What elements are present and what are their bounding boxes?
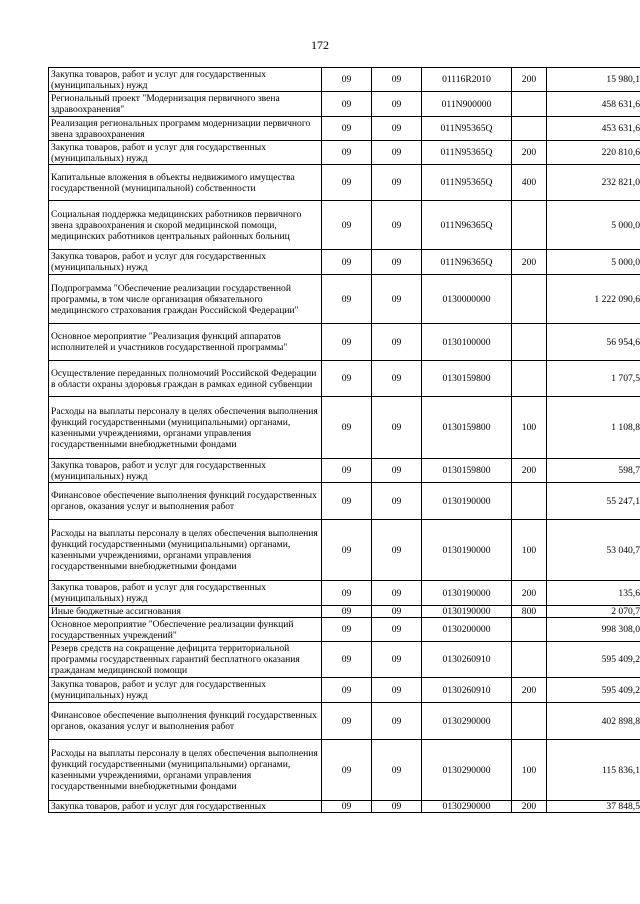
row-subsection: 09: [372, 361, 422, 397]
row-expense-type: 100: [512, 520, 547, 581]
table-row: [49, 324, 640, 361]
row-subsection: 09: [372, 275, 422, 324]
page-number: 172: [311, 38, 329, 52]
row-subsection: 09: [372, 141, 422, 165]
row-name: Осуществление переданных полномочий Российской Федерации в области охраны здоровья граждан в рамках единой субвенции: [49, 361, 322, 397]
row-expense-type: [512, 92, 547, 117]
row-target-article: 011N95365Q: [422, 165, 512, 201]
row-name: Закупка товаров, работ и услуг для государственных (муниципальных) нужд: [49, 141, 322, 165]
row-section: 09: [322, 275, 372, 324]
row-amount: 598,7: [547, 459, 640, 483]
row-amount: 1 108,8: [547, 397, 640, 459]
row-target-article: 0130260910: [422, 678, 512, 703]
row-expense-type: [512, 201, 547, 250]
row-amount: 453 631,6: [547, 117, 640, 141]
table-row: [49, 397, 640, 459]
table-row: [49, 92, 640, 117]
row-section: 09: [322, 483, 372, 520]
row-expense-type: 800: [512, 606, 547, 618]
row-subsection: 09: [372, 483, 422, 520]
row-name: Резерв средств на сокращение дефицита территориальной программы государственных гарантий бесплатного оказания гражданам медицинской помощи: [49, 642, 322, 678]
row-expense-type: [512, 618, 547, 642]
row-section: 09: [322, 618, 372, 642]
row-expense-type: 400: [512, 165, 547, 201]
row-expense-type: 200: [512, 581, 547, 606]
row-expense-type: [512, 361, 547, 397]
row-section: 09: [322, 68, 372, 92]
row-amount: 135,6: [547, 581, 640, 606]
row-target-article: 0130100000: [422, 324, 512, 361]
row-expense-type: 100: [512, 740, 547, 801]
row-name: Закупка товаров, работ и услуг для государственных (муниципальных) нужд: [49, 459, 322, 483]
row-target-article: 0130260910: [422, 642, 512, 678]
table-row: [49, 483, 640, 520]
row-name: Расходы на выплаты персоналу в целях обеспечения выполнения функций государственными (муниципальными) органами, казенными учреждениями, органами управления государственными внебюджетными фондами: [49, 520, 322, 581]
row-subsection: 09: [372, 703, 422, 740]
row-amount: 220 810,6: [547, 141, 640, 165]
row-name: Расходы на выплаты персоналу в целях обеспечения выполнения функций государственными (муниципальными) органами, казенными учреждениями, органами управления государственными внебюджетными фондами: [49, 740, 322, 801]
table-row: [49, 201, 640, 250]
row-target-article: 0130290000: [422, 801, 512, 813]
row-target-article: 011N96365Q: [422, 201, 512, 250]
row-target-article: 011N900000: [422, 92, 512, 117]
row-section: 09: [322, 678, 372, 703]
row-subsection: 09: [372, 581, 422, 606]
table-row: [49, 740, 640, 801]
row-name: Иные бюджетные ассигнования: [49, 606, 322, 618]
row-expense-type: 200: [512, 250, 547, 275]
row-amount: 232 821,0: [547, 165, 640, 201]
row-section: 09: [322, 397, 372, 459]
row-name: Закупка товаров, работ и услуг для государственных (муниципальных) нужд: [49, 68, 322, 92]
row-expense-type: 100: [512, 397, 547, 459]
row-subsection: 09: [372, 165, 422, 201]
row-amount: 37 848,5: [547, 801, 640, 813]
table-row: [49, 117, 640, 141]
row-target-article: 011N95365Q: [422, 141, 512, 165]
table-row: [49, 68, 640, 92]
row-expense-type: 200: [512, 801, 547, 813]
row-amount: 402 898,8: [547, 703, 640, 740]
table-row: [49, 581, 640, 606]
row-name: Реализация региональных программ модернизации первичного звена здравоохранения: [49, 117, 322, 141]
row-subsection: 09: [372, 92, 422, 117]
row-amount: 595 409,2: [547, 678, 640, 703]
row-name: Закупка товаров, работ и услуг для государственных (муниципальных) нужд: [49, 250, 322, 275]
row-name: Закупка товаров, работ и услуг для государственных: [49, 801, 322, 813]
table-row: [49, 165, 640, 201]
row-expense-type: [512, 703, 547, 740]
row-subsection: 09: [372, 459, 422, 483]
row-target-article: 0130159800: [422, 361, 512, 397]
row-subsection: 09: [372, 642, 422, 678]
table-row: [49, 250, 640, 275]
table-row: [49, 703, 640, 740]
row-amount: 15 980,1: [547, 68, 640, 92]
row-subsection: 09: [372, 324, 422, 361]
row-name: Расходы на выплаты персоналу в целях обеспечения выполнения функций государственными (муниципальными) органами, казенными учреждениями, органами управления государственными внебюджетными фондами: [49, 397, 322, 459]
row-name: Основное мероприятие "Реализация функций аппаратов исполнителей и участников государственной программы": [49, 324, 322, 361]
row-target-article: 011N96365Q: [422, 250, 512, 275]
table-row: [49, 642, 640, 678]
row-section: 09: [322, 459, 372, 483]
row-expense-type: 200: [512, 459, 547, 483]
row-target-article: 0130190000: [422, 606, 512, 618]
row-amount: 56 954,6: [547, 324, 640, 361]
row-target-article: 0130000000: [422, 275, 512, 324]
row-amount: 2 070,7: [547, 606, 640, 618]
table-row: [49, 678, 640, 703]
row-amount: 5 000,0: [547, 250, 640, 275]
table-row: [49, 459, 640, 483]
row-amount: 53 040,7: [547, 520, 640, 581]
row-subsection: 09: [372, 397, 422, 459]
row-section: 09: [322, 361, 372, 397]
table-row: [49, 801, 640, 813]
row-target-article: 0130190000: [422, 483, 512, 520]
row-expense-type: 200: [512, 678, 547, 703]
row-target-article: 011N95365Q: [422, 117, 512, 141]
row-name: Закупка товаров, работ и услуг для государственных (муниципальных) нужд: [49, 678, 322, 703]
row-name: Финансовое обеспечение выполнения функций государственных органов, оказания услуг и выполнения работ: [49, 483, 322, 520]
row-subsection: 09: [372, 678, 422, 703]
row-section: 09: [322, 141, 372, 165]
row-section: 09: [322, 250, 372, 275]
row-section: 09: [322, 703, 372, 740]
row-target-article: 0130290000: [422, 740, 512, 801]
row-target-article: 0130190000: [422, 581, 512, 606]
row-expense-type: 200: [512, 68, 547, 92]
row-subsection: 09: [372, 606, 422, 618]
row-section: 09: [322, 92, 372, 117]
row-target-article: 01116R2010: [422, 68, 512, 92]
table-row: [49, 141, 640, 165]
row-target-article: 0130290000: [422, 703, 512, 740]
table-row: [49, 606, 640, 618]
row-section: 09: [322, 606, 372, 618]
row-expense-type: 200: [512, 141, 547, 165]
row-amount: 458 631,6: [547, 92, 640, 117]
row-amount: 595 409,2: [547, 642, 640, 678]
row-expense-type: [512, 117, 547, 141]
row-expense-type: [512, 324, 547, 361]
row-subsection: 09: [372, 618, 422, 642]
budget-table: [48, 67, 640, 813]
row-subsection: 09: [372, 801, 422, 813]
row-section: 09: [322, 581, 372, 606]
row-amount: 115 836,1: [547, 740, 640, 801]
row-target-article: 0130200000: [422, 618, 512, 642]
table-body: [49, 68, 640, 813]
row-section: 09: [322, 117, 372, 141]
row-target-article: 0130190000: [422, 520, 512, 581]
row-name: Региональный проект "Модернизация первичного звена здравоохранения": [49, 92, 322, 117]
table-row: [49, 275, 640, 324]
row-name: Основное мероприятие "Обеспечение реализации функций государственных учреждений": [49, 618, 322, 642]
row-amount: 1 222 090,6: [547, 275, 640, 324]
row-subsection: 09: [372, 68, 422, 92]
row-amount: 1 707,5: [547, 361, 640, 397]
row-subsection: 09: [372, 250, 422, 275]
row-section: 09: [322, 324, 372, 361]
table-row: [49, 520, 640, 581]
row-subsection: 09: [372, 520, 422, 581]
row-expense-type: [512, 483, 547, 520]
row-name: Закупка товаров, работ и услуг для государственных (муниципальных) нужд: [49, 581, 322, 606]
row-amount: 55 247,1: [547, 483, 640, 520]
row-section: 09: [322, 740, 372, 801]
row-name: Капитальные вложения в объекты недвижимого имущества государственной (муниципальной) собственности: [49, 165, 322, 201]
row-section: 09: [322, 801, 372, 813]
row-section: 09: [322, 165, 372, 201]
row-section: 09: [322, 201, 372, 250]
table-row: [49, 618, 640, 642]
row-expense-type: [512, 642, 547, 678]
row-subsection: 09: [372, 740, 422, 801]
row-subsection: 09: [372, 117, 422, 141]
row-amount: 5 000,0: [547, 201, 640, 250]
row-section: 09: [322, 642, 372, 678]
table-row: [49, 361, 640, 397]
row-subsection: 09: [372, 201, 422, 250]
row-target-article: 0130159800: [422, 397, 512, 459]
row-section: 09: [322, 520, 372, 581]
row-expense-type: [512, 275, 547, 324]
row-name: Финансовое обеспечение выполнения функций государственных органов, оказания услуг и выполнения работ: [49, 703, 322, 740]
row-name: Подпрограмма "Обеспечение реализации государственной программы, в том числе организация обязательного медицинского страхования граждан Российской Федерации": [49, 275, 322, 324]
row-target-article: 0130159800: [422, 459, 512, 483]
row-name: Социальная поддержка медицинских работников первичного звена здравоохранения и скорой медицинской помощи, медицинских работников центральных районных больниц: [49, 201, 322, 250]
row-amount: 998 308,0: [547, 618, 640, 642]
